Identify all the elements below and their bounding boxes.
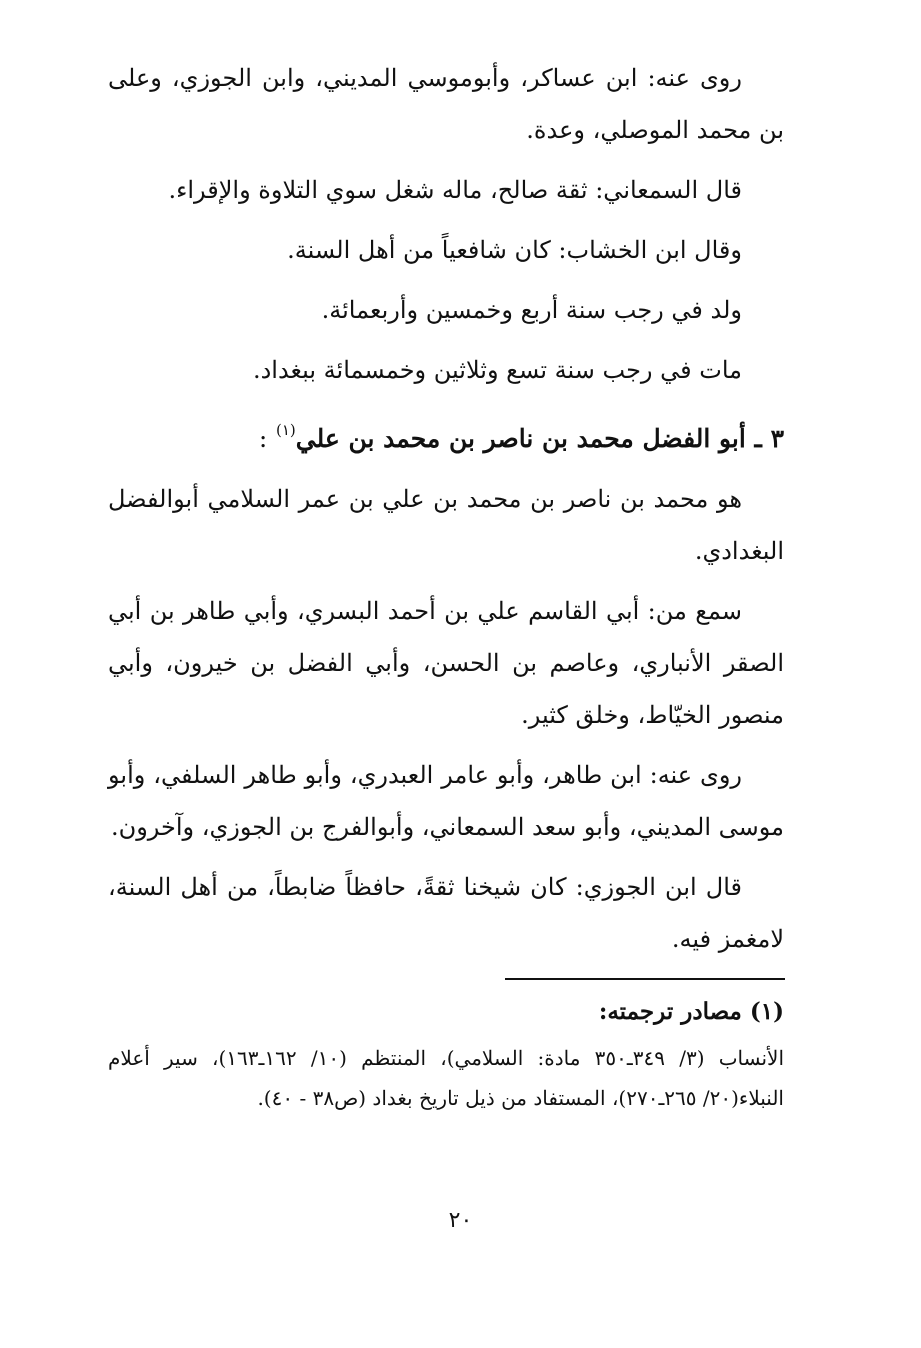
entry-heading-text: ٣ ـ أبو الفضل محمد بن ناصر بن محمد بن علي <box>295 424 784 453</box>
entry-heading-colon: : <box>258 424 268 453</box>
footnote-divider <box>505 978 785 980</box>
footnote-text: الأنساب (٣/ ٣٤٩ـ٣٥٠ مادة: السلامي)، المنتظم (١٠/ ١٦٢ـ١٦٣)، سير أعلام النبلاء(٢٠/ ٢٦٥ـ٢٧٠)، المستفاد من ذيل تاريخ بغداد (ص٣٨ - ٤٠). <box>108 1046 784 1110</box>
page-number: ٢٠ <box>448 1208 473 1233</box>
paragraph-khashab-quote: وقال ابن الخشاب: كان شافعياً من أهل السنة. <box>287 236 742 264</box>
paragraph-full-name: هو محمد بن ناصر بن محمد بن علي بن عمر السلامي أبوالفضل البغدادي. <box>108 485 784 565</box>
paragraph-teachers: سمع من: أبي القاسم علي بن أحمد البسري، وأبي طاهر بن أبي الصقر الأنباري، وعاصم بن الحسن، وأبي الفضل بن خيرون، وأبي منصور الخيّاط، وخلق كثير. <box>108 597 784 729</box>
footnote-title: (١) مصادر ترجمته: <box>598 998 784 1025</box>
paragraph-birth: ولد في رجب سنة أربع وخمسين وأربعمائة. <box>321 296 742 324</box>
main-text <box>108 52 784 973</box>
footnotes <box>108 990 784 1118</box>
paragraph-narrators: روى عنه: ابن عساكر، وأبوموسي المديني، وابن الجوزي، وعلى بن محمد الموصلي، وعدة. <box>108 64 784 144</box>
footnote-reference: (١) <box>275 421 296 439</box>
paragraph-students: روى عنه: ابن طاهر، وأبو عامر العبدري، وأبو طاهر السلفي، وأبو موسى المديني، وأبو سعد السمعاني، وأبوالفرج بن الجوزي، وآخرون. <box>108 761 784 841</box>
paragraph-death: مات في رجب سنة تسع وثلاثين وخمسمائة ببغداد. <box>252 356 742 384</box>
paragraph-jawzi-quote: قال ابن الجوزي: كان شيخنا ثقةً، حافظاً ضابطاً، من أهل السنة، لامغمز فيه. <box>108 873 784 953</box>
entry-heading <box>108 404 784 465</box>
paragraph-samani-quote: قال السمعاني: ثقة صالح، ماله شغل سوي التلاوة والإقراء. <box>168 176 742 204</box>
